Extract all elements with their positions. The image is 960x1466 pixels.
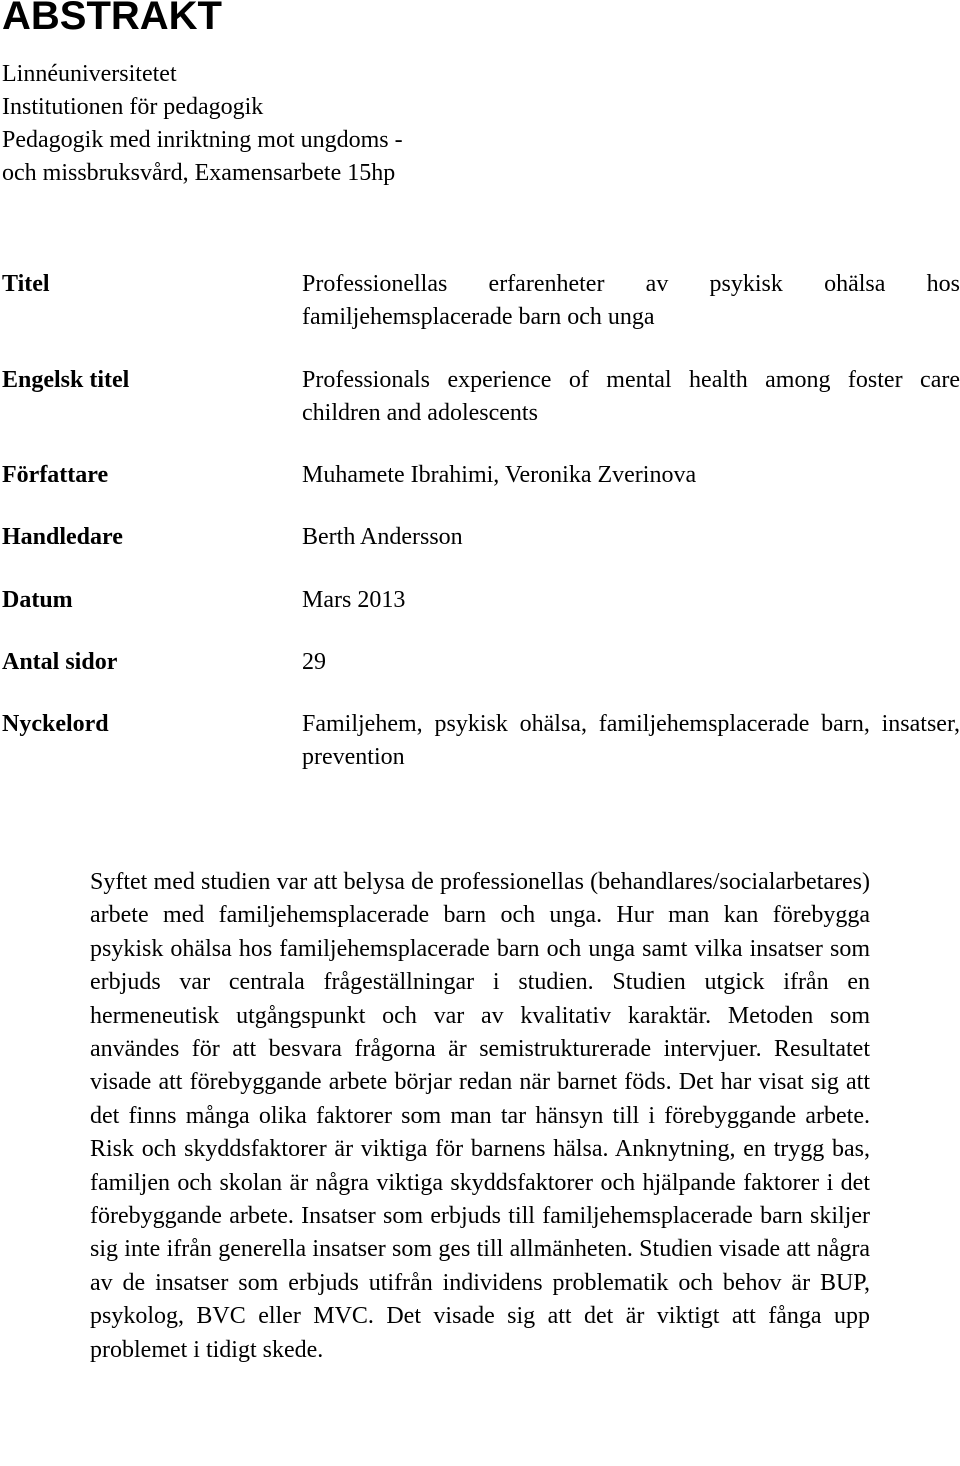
- keywords-value: Familjehem, psykisk ohälsa, familjehemsplacerade barn, insatser, prevention: [302, 711, 960, 770]
- keywords-label: Nyckelord: [2, 711, 109, 737]
- abstract-paragraph: Syftet med studien var att belysa de professionellas (behandlares/socialarbetares) arbete med familjehemsplacerade barn och unga. Hur man kan förebygga psykisk ohälsa hos familjehemsplacerade barn och unga samt vilka insatser som erbjuds var centrala frågeställningar i studien. Studien utgick ifrån en hermeneutisk utgångspunkt och var av kvalitativ karaktär. Metoden som användes för att besvara frågorna är semistrukturerade intervjuer. Resultatet visade att förebyggande arbete börjar redan när barnet föds. Det har visat sig att det finns många olika faktorer som man tar hänsyn till i förebyggande arbete. Risk och skyddsfaktorer är viktiga för barnens hälsa. Anknytning, en trygg bas, familjen och skolan är några viktiga skyddsfaktorer och hjälpande faktorer i det förebyggande arbete. Insatser som erbjuds till familjehemsplacerade barn skiljer sig inte ifrån generella insatser som ges till allmänheten. Studien visade att några av de insatser som erbjuds utifrån individens problematik och behov är BUP, psykolog, BVC eller MVC. Det visade sig att det är viktigt att fånga upp problemet i tidigt skede.: [90, 869, 870, 1363]
- pages-value: 29: [302, 649, 326, 675]
- title-row: [2, 268, 960, 338]
- page-heading: ABSTRAKT: [2, 0, 222, 38]
- institution-line: Institutionen för pedagogik: [2, 94, 264, 120]
- author-label: Författare: [2, 462, 109, 488]
- institution-block: [2, 58, 522, 190]
- author-value: Muhamete Ibrahimi, Veronika Zverinova: [302, 462, 697, 488]
- supervisor-value: Berth Andersson: [302, 524, 463, 550]
- keywords-row: [2, 708, 960, 778]
- date-label: Datum: [2, 587, 73, 613]
- institution-line: Linnéuniversitetet: [2, 61, 177, 87]
- pages-row: [2, 646, 960, 681]
- title-value: Professionellas erfarenheter av psykisk ohälsa hos familjehemsplacerade barn och unga: [302, 271, 960, 330]
- english-title-value: Professionals experience of mental health among foster care children and adolescents: [302, 367, 960, 426]
- institution-line: Pedagogik med inriktning mot ungdoms -: [2, 127, 403, 153]
- date-row: [2, 584, 960, 619]
- english-title-label: Engelsk titel: [2, 367, 130, 393]
- supervisor-label: Handledare: [2, 524, 123, 550]
- pages-label: Antal sidor: [2, 649, 118, 675]
- supervisor-row: [2, 521, 960, 556]
- english-title-row: [2, 364, 960, 434]
- title-label: Titel: [2, 271, 50, 297]
- date-value: Mars 2013: [302, 587, 406, 613]
- institution-line: och missbruksvård, Examensarbete 15hp: [2, 160, 396, 186]
- author-row: [2, 459, 960, 494]
